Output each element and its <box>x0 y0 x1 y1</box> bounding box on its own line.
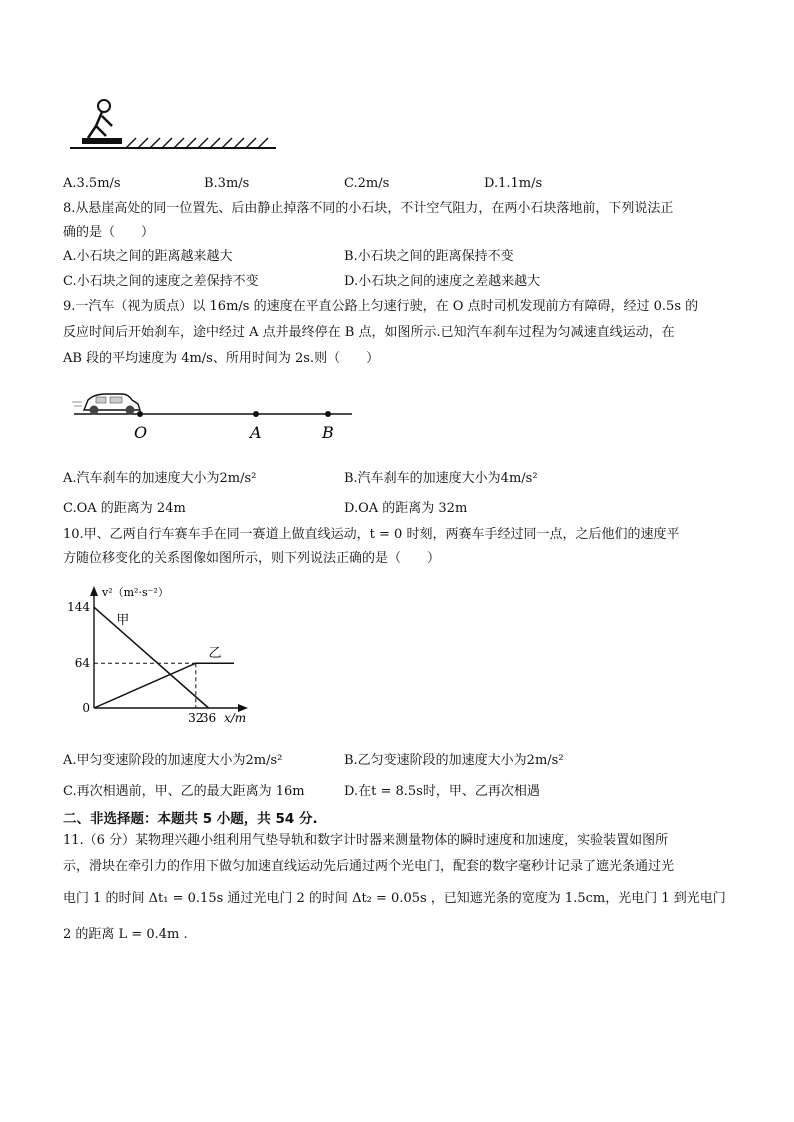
q9-option-c: C.OA 的距离为 24m <box>63 501 186 516</box>
q7-option-c: C.2m/s <box>344 176 390 191</box>
q9-option-a: A.汽车刹车的加速度大小为2m/s² <box>63 471 257 486</box>
x-tick-label-32: 32 <box>188 711 204 725</box>
x-tick-label-36: 36 <box>200 711 217 725</box>
section2-heading: 二、非选择题：本题共 5 小题，共 54 分. <box>63 811 318 827</box>
q9-stem-line2: 反应时间后开始刹车，途中经过 A 点并最终停在 B 点，如图所示.已知汽车刹车过程为匀减速直线运动，在 <box>63 325 675 340</box>
q9-stem-line3: AB 段的平均速度为 4m/s、所用时间为 2s.则（ ） <box>63 351 380 366</box>
q10-stem-line2: 方随位移变化的关系图像如图所示，则下列说法正确的是（ ） <box>63 551 441 566</box>
series-label-yi: 乙 <box>208 646 222 662</box>
q7-figure <box>66 96 282 158</box>
q9-point-b <box>325 411 331 417</box>
q7-option-a: A.3.5m/s <box>63 176 121 191</box>
q9-label-o: O <box>134 423 148 442</box>
q8-option-b: B.小石块之间的距离保持不变 <box>344 249 514 264</box>
q7-sled <box>82 138 122 144</box>
q9-label-b: B <box>322 423 334 442</box>
y-tick-label-144: 144 <box>67 600 90 615</box>
q9-point-o <box>137 411 143 417</box>
q7-person-body <box>88 112 112 138</box>
q8-option-d: D.小石块之间的速度之差越来越大 <box>344 274 541 289</box>
q7-option-b: B.3m/s <box>204 176 250 191</box>
q7-option-d: D.1.1m/s <box>484 176 543 191</box>
series-line-0 <box>94 607 209 708</box>
q8-stem-line2: 确的是（ ） <box>63 225 155 240</box>
y-tick-label-0: 0 <box>82 701 90 715</box>
q9-option-b: B.汽车刹车的加速度大小为4m/s² <box>344 471 538 486</box>
series-label-jia: 甲 <box>116 613 130 628</box>
y-axis-label: v²（m²·s⁻²） <box>102 586 169 599</box>
q10-option-a: A.甲匀变速阶段的加速度大小为2m/s² <box>63 753 283 768</box>
q7-ground-hatching <box>126 138 268 148</box>
q11-line4: 2 的距离 L = 0.4m . <box>63 927 188 942</box>
car-icon <box>72 394 140 415</box>
q9-figure <box>70 386 360 448</box>
x-axis-label: x/m <box>224 711 247 725</box>
q9-label-a: A <box>250 423 262 442</box>
q9-option-d: D.OA 的距离为 32m <box>344 501 468 516</box>
q8-stem-line1: 8.从悬崖高处的同一位置先、后由静止掉落不同的小石块，不计空气阻力，在两小石块落地前，下列说法正 <box>63 201 674 216</box>
q11-line1: 11.（6 分）某物理兴趣小组利用气垫导轨和数字计时器来测量物体的瞬时速度和加速度，实验装置如图所 <box>63 833 669 848</box>
q10-option-d: D.在t = 8.5s时，甲、乙再次相遇 <box>344 784 540 799</box>
y-tick-label-64: 64 <box>74 656 90 671</box>
q10-option-c: C.再次相遇前，甲、乙的最大距离为 16m <box>63 784 305 799</box>
q8-option-c: C.小石块之间的速度之差保持不变 <box>63 274 259 289</box>
series-line-1 <box>94 663 234 708</box>
q11-line2: 示，滑块在牵引力的作用下做匀加速直线运动先后通过两个光电门，配套的数字毫秒计记录了遮光条通过光 <box>63 859 675 874</box>
q10-option-b: B.乙匀变速阶段的加速度大小为2m/s² <box>344 753 564 768</box>
q9-stem-line1: 9.一汽车（视为质点）以 16m/s 的速度在平直公路上匀速行驶，在 O 点时司机发现前方有障碍，经过 0.5s 的 <box>63 299 699 314</box>
q7-person-head <box>98 100 110 112</box>
q9-point-a <box>253 411 259 417</box>
q11-line3: 电门 1 的时间 Δt₁ = 0.15s 通过光电门 2 的时间 Δt₂ = 0.05s ，已知遮光条的宽度为 1.5cm，光电门 1 到光电门 <box>63 891 726 906</box>
q10-stem-line1: 10.甲、乙两自行车赛车手在同一赛道上做直线运动，t = 0 时刻，两赛车手经过同一点，之后他们的速度平 <box>63 527 680 542</box>
y-axis-arrow <box>90 586 98 596</box>
q8-option-a: A.小石块之间的距离越来越大 <box>63 249 233 264</box>
q10-v2-x-chart <box>58 582 278 732</box>
